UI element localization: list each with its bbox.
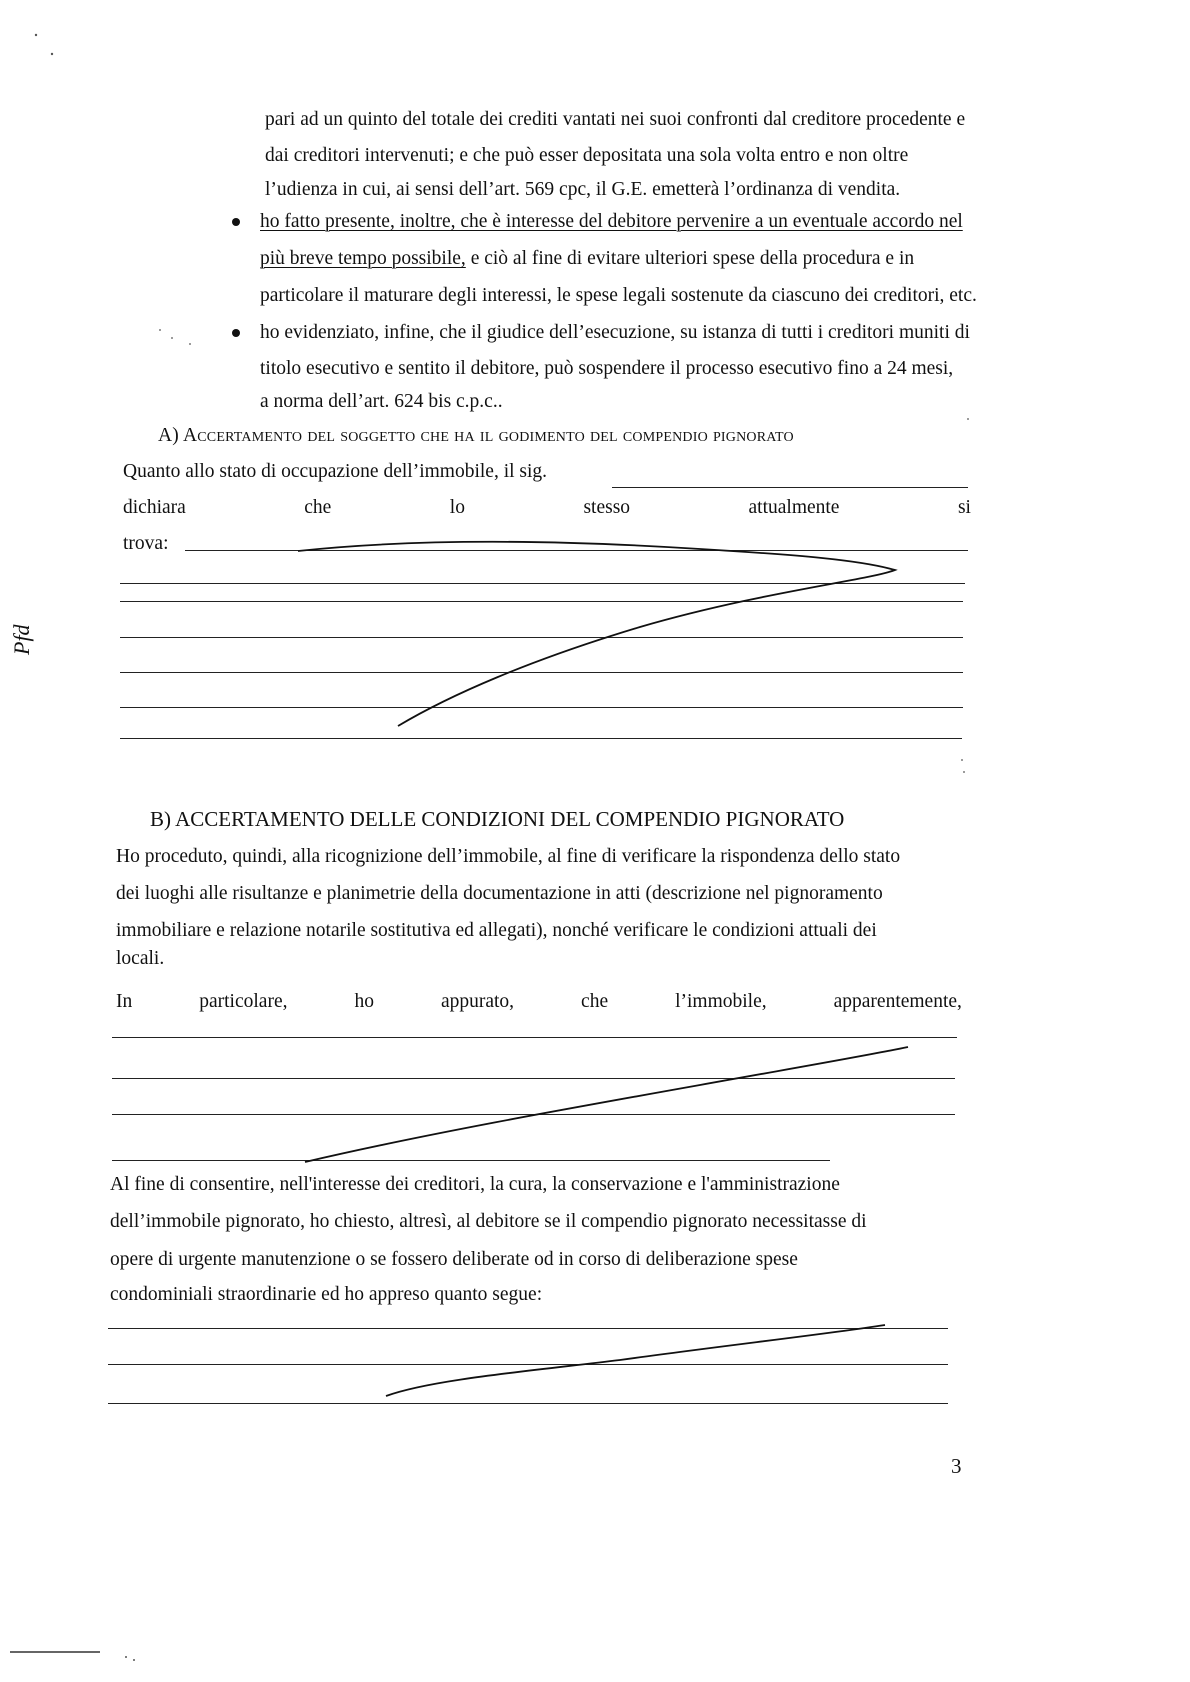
bullet-1-line-3: particolare il maturare degli interessi, le spese legali sostenute da ciascuno dei creditori, etc. [260,285,977,306]
continuation-line-3: l’udienza in cui, ai sensi dell’art. 569 cpc, il G.E. emetterà l’ordinanza di vendita. [265,179,901,200]
fill-in-line [120,672,963,673]
section-b-para-line-2: dei luoghi alle risultanze e planimetrie della documentazione in atti (descrizione nel pignoramento [116,883,883,904]
word: stesso [583,497,631,518]
fill-in-line [185,550,968,551]
fill-in-line [112,1037,957,1038]
word: appurato, [440,991,515,1012]
bullet-1-line-2 [260,247,914,271]
word: attualmente [748,497,840,518]
continuation-line-2: dai creditori intervenuti; e che può esser depositata una sola volta entro e non oltre [265,145,909,166]
section-a-line-2 [123,496,971,520]
section-b-para-line-1: Ho proceduto, quindi, alla ricognizione dell’immobile, al fine di verificare la rispondenza dello stato [116,846,901,867]
section-c-para-line-3: opere di urgente manutenzione o se fossero deliberate od in corso di deliberazione spese [110,1249,798,1270]
section-a-line-3: trova: [123,533,169,554]
word: ho [354,991,374,1012]
word: l’immobile, [675,991,767,1012]
scribble-section-b [305,1047,908,1162]
section-c-para-line-4: condominiali straordinarie ed ho appreso quanto segue: [110,1284,543,1305]
fill-in-line [108,1403,948,1404]
word: apparentemente, [833,991,962,1012]
bullet-2-line-3: a norma dell’art. 624 bis c.p.c.. [260,391,503,412]
scribble-section-a [298,542,895,726]
bullet-1-line-1: ho fatto presente, inoltre, che è interesse del debitore pervenire a un eventuale accordo nel [260,211,963,232]
bullet-2-line-2: titolo esecutivo e sentito il debitore, può sospendere il processo esecutivo fino a 24 mesi, [260,358,954,379]
bullet-dot [232,218,240,226]
fill-in-line [120,738,962,739]
word: che [304,497,332,518]
fill-in-line [120,601,963,602]
bullet-1-line-2-rest: e ciò al fine di evitare ulteriori spese della procedura e in [465,248,915,269]
section-b-para-line-3: immobiliare e relazione notarile sostitutiva ed allegati), nonché verificare le condizioni attuali dei [116,920,877,941]
fill-in-line [112,1160,830,1161]
section-b-heading: B) ACCERTAMENTO DELLE CONDIZIONI DEL COMPENDIO PIGNORATO [150,807,845,831]
section-b-para-line-4: locali. [116,948,165,969]
margin-initials: Pfd [9,624,34,655]
section-c-para-line-1: Al fine di consentire, nell'interesse dei creditori, la cura, la conservazione e l'amministrazione [110,1174,840,1195]
word: lo [449,497,465,518]
bullet-2-line-1: ho evidenziato, infine, che il giudice dell’esecuzione, su istanza di tutti i creditori muniti di [260,322,970,343]
word: particolare, [199,991,288,1012]
word: che [581,991,609,1012]
bullet-dot [232,329,240,337]
fill-in-line [612,487,968,488]
fill-in-line [120,707,963,708]
fill-in-line [120,637,963,638]
page-number: 3 [951,1454,962,1478]
fill-in-line [112,1078,955,1079]
fill-in-line [108,1328,948,1329]
continuation-line-1: pari ad un quinto del totale dei crediti vantati nei suoi confronti dal creditore procedente e [265,109,966,130]
section-a-heading: A) Accertamento del soggetto che ha il godimento del compendio pignorato [158,425,794,446]
fill-in-line [112,1114,955,1115]
section-c-para-line-2: dell’immobile pignorato, ho chiesto, altresì, al debitore se il compendio pignorato necessitasse di [110,1211,867,1232]
word: In [116,991,133,1012]
section-a-line-1: Quanto allo stato di occupazione dell’immobile, il sig. [123,461,548,482]
word: dichiara [123,497,186,518]
fill-in-line [120,583,965,584]
bullet-1-underlined-phrase: più breve tempo possibile, [260,248,466,269]
scribble-section-c [386,1325,885,1396]
fill-in-line [108,1364,948,1365]
word: si [957,497,971,518]
section-b-particolare-line [116,990,962,1014]
